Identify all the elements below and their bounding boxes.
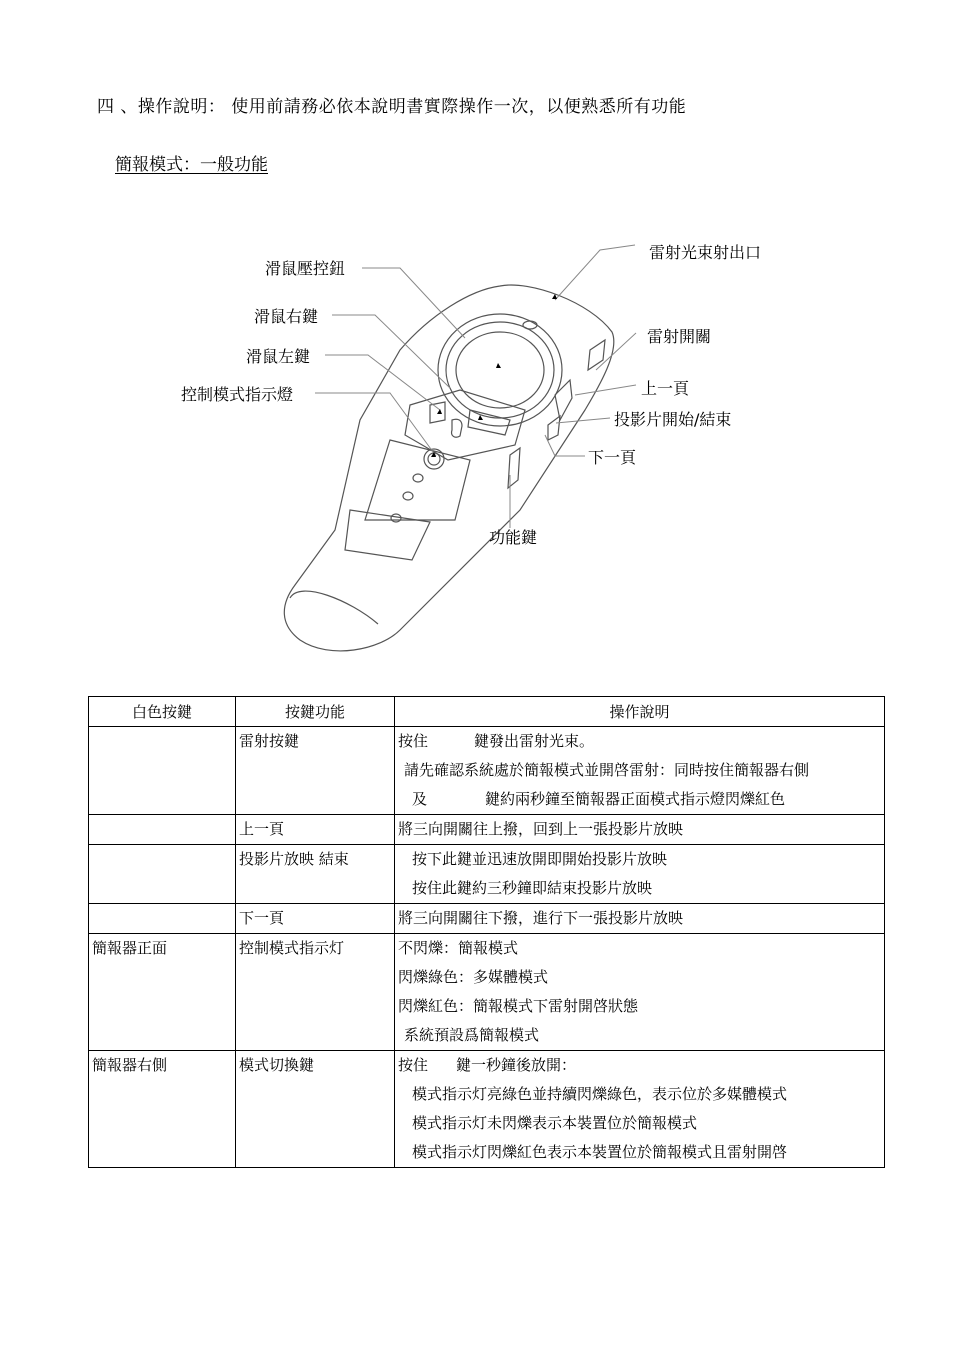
cell-key bbox=[89, 845, 236, 904]
desc-line: 按住此鍵約三秒鐘即結束投影片放映 bbox=[412, 879, 653, 897]
desc-line: 按下此鍵並迅速放開即開始投影片放映 bbox=[412, 850, 668, 868]
cell-key bbox=[89, 904, 236, 934]
desc-line: 模式指示灯未閃爍表示本裝置位於簡報模式 bbox=[412, 1114, 698, 1132]
table-row bbox=[89, 815, 885, 845]
cell-key: 簡報器右側 bbox=[92, 1056, 168, 1074]
desc-line: 請先確認系統處於簡報模式並開啓雷射：同時按住簡報器右側 bbox=[404, 761, 810, 779]
desc-line: 按住 bbox=[398, 732, 429, 750]
desc-line: 及 bbox=[412, 790, 428, 808]
label-slideshow: 投影片開始/結束 bbox=[614, 410, 732, 429]
label-page-up: 上一頁 bbox=[641, 379, 690, 398]
cell-key bbox=[89, 815, 236, 845]
desc-line: 將三向開關往下撥，進行下一張投影片放映 bbox=[398, 909, 684, 927]
table-row bbox=[89, 904, 885, 934]
desc-line: 將三向開關往上撥，回到上一張投影片放映 bbox=[398, 820, 684, 838]
label-page-down: 下一頁 bbox=[588, 448, 637, 467]
header-white-key: 白色按鍵 bbox=[89, 697, 236, 727]
label-laser-exit: 雷射光束射出口 bbox=[649, 243, 762, 262]
cell-description bbox=[395, 727, 885, 815]
desc-line: 模式指示灯亮綠色並持續閃爍綠色，表示位於多媒體模式 bbox=[412, 1085, 788, 1103]
table-row bbox=[89, 845, 885, 904]
label-mouse-right: 滑鼠右鍵 bbox=[254, 307, 319, 326]
label-function-key: 功能鍵 bbox=[489, 528, 538, 547]
operation-table bbox=[88, 696, 885, 1168]
label-scroll-button: 滑鼠壓控鈕 bbox=[265, 259, 346, 278]
label-mode-indicator: 控制模式指示燈 bbox=[181, 385, 294, 404]
label-laser-switch: 雷射開關 bbox=[647, 327, 712, 346]
cell-key bbox=[89, 727, 236, 815]
desc-line: 閃爍綠色：多媒體模式 bbox=[398, 968, 549, 986]
desc-line: 按住 bbox=[398, 1056, 429, 1074]
cell-function: 上一頁 bbox=[239, 820, 285, 838]
table-row bbox=[89, 934, 885, 1051]
cell-function: 控制模式指示灯 bbox=[239, 939, 345, 957]
table-header-row bbox=[89, 697, 885, 727]
presenter-diagram bbox=[0, 220, 954, 670]
table-row bbox=[89, 1051, 885, 1168]
desc-line: 不閃爍：簡報模式 bbox=[398, 939, 519, 957]
cell-function: 模式切換鍵 bbox=[239, 1056, 315, 1074]
desc-line: 鍵約兩秒鐘至簡報器正面模式指示燈閃爍紅色 bbox=[485, 790, 786, 808]
desc-line: 鍵發出雷射光束。 bbox=[474, 732, 595, 750]
cell-function: 投影片放映 結束 bbox=[239, 850, 349, 868]
desc-line: 鍵一秒鐘後放開： bbox=[456, 1056, 577, 1074]
desc-line: 閃爍紅色：簡報模式下雷射開啓狀態 bbox=[398, 997, 639, 1015]
table-row bbox=[89, 727, 885, 815]
cell-key: 簡報器正面 bbox=[92, 939, 168, 957]
presenter-drawing bbox=[0, 220, 954, 670]
desc-line: 模式指示灯閃爍紅色表示本裝置位於簡報模式且雷射開啓 bbox=[412, 1143, 788, 1161]
cell-function: 雷射按鍵 bbox=[239, 732, 300, 750]
section-heading: 四 、操作說明： 使用前請務必依本說明書實際操作一次，以便熟悉所有功能 bbox=[97, 97, 687, 117]
label-mouse-left: 滑鼠左鍵 bbox=[246, 347, 311, 366]
header-key-function: 按鍵功能 bbox=[236, 697, 395, 727]
header-operation: 操作說明 bbox=[395, 697, 885, 727]
section-subheading: 簡報模式：一般功能 bbox=[115, 155, 268, 175]
cell-function: 下一頁 bbox=[239, 909, 285, 927]
desc-line: 系統預設爲簡報模式 bbox=[404, 1026, 540, 1044]
